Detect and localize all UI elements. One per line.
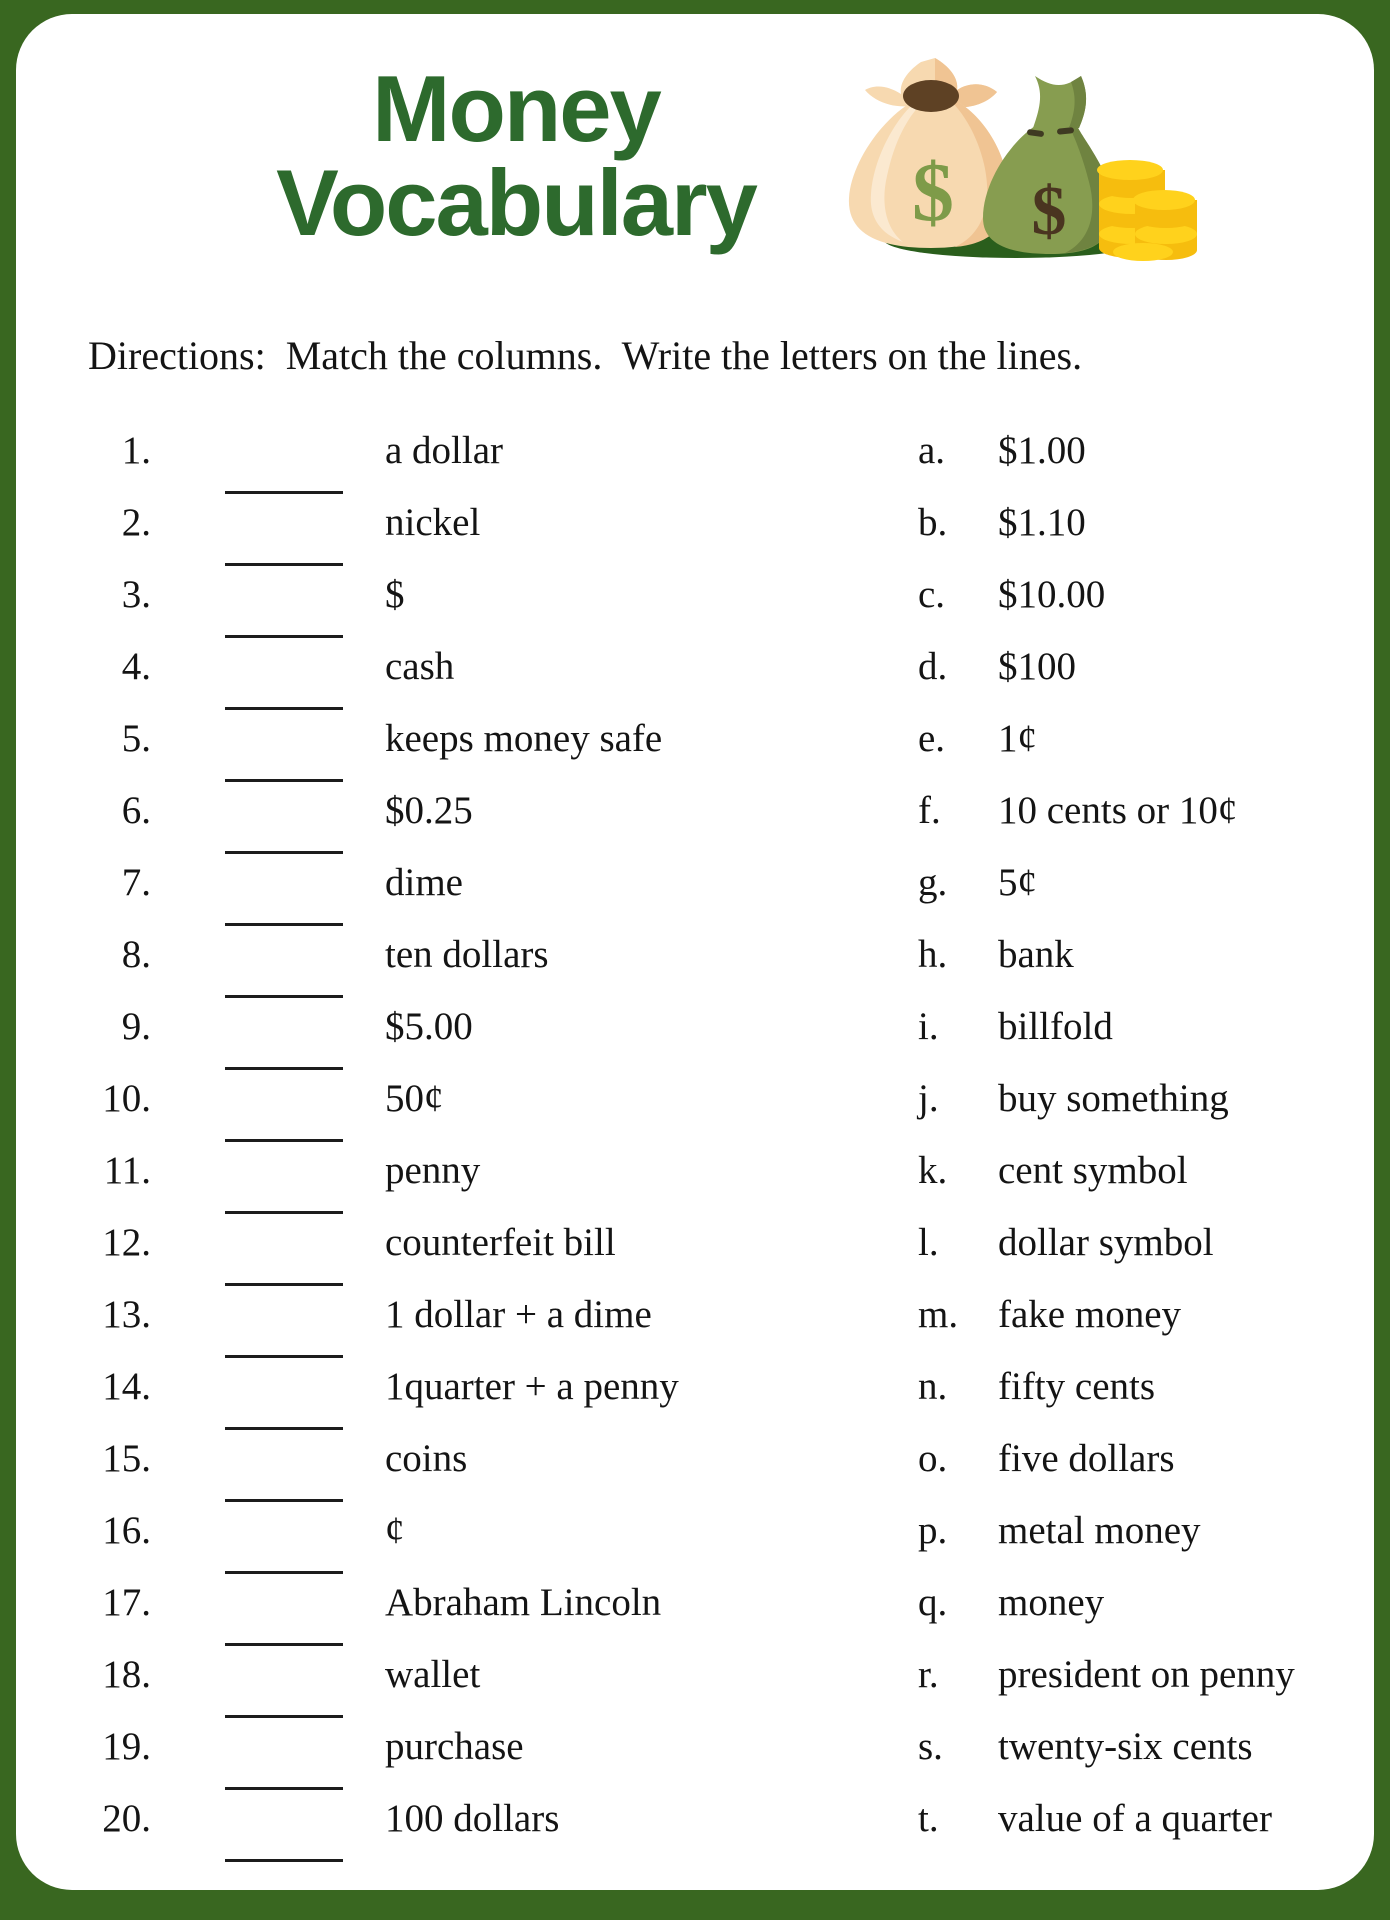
item-number: 6. [121,789,151,832]
choice-label: bank [998,933,1074,976]
choice-letter: o. [918,1437,948,1480]
match-row [16,932,1344,1004]
choice-label: value of a quarter [998,1797,1272,1840]
item-number: 2. [121,501,151,544]
choice-letter: k. [918,1149,948,1192]
answer-blank [225,1742,343,1790]
answer-blank [225,1598,343,1646]
green-money-bag-icon [983,76,1113,254]
choice-label: dollar symbol [998,1221,1214,1264]
match-row [16,1652,1344,1724]
item-number: 3. [121,573,151,616]
match-row [16,644,1344,716]
choice-label: cent symbol [998,1149,1188,1192]
item-label: $5.00 [385,1005,473,1048]
choice-label: metal money [998,1509,1201,1552]
page-title-line1: Money [372,56,660,161]
match-row [16,1508,1344,1580]
match-row [16,1220,1344,1292]
choice-letter: i. [918,1005,939,1048]
choice-letter: c. [918,573,946,616]
choice-label: buy something [998,1077,1229,1120]
match-row [16,1004,1344,1076]
choice-label: 5¢ [998,861,1037,904]
item-number: 18. [102,1653,151,1696]
match-row [16,500,1344,572]
choice-letter: t. [918,1797,939,1840]
choice-label: billfold [998,1005,1113,1048]
item-label: a dollar [385,429,504,472]
item-number: 8. [121,933,151,976]
answer-blank [225,950,343,998]
worksheet-page [16,14,1374,1890]
match-row [16,1076,1344,1148]
match-row [16,428,1344,500]
answer-blank [225,1382,343,1430]
item-number: 5. [121,717,151,760]
item-label: 1quarter + a penny [385,1365,679,1408]
item-label: penny [385,1149,481,1192]
choice-letter: f. [918,789,941,832]
item-number: 17. [102,1581,151,1624]
item-number: 14. [102,1365,151,1408]
page-title [211,56,821,255]
answer-blank [225,1526,343,1574]
choice-label: fifty cents [998,1365,1156,1408]
svg-text:$: $ [912,146,954,239]
item-number: 19. [102,1725,151,1768]
choice-label: money [998,1581,1105,1624]
item-label: coins [385,1437,468,1480]
match-row [16,788,1344,860]
answer-blank [225,1454,343,1502]
item-label: Abraham Lincoln [385,1581,662,1624]
choice-letter: h. [918,933,948,976]
item-number: 12. [102,1221,151,1264]
choice-letter: r. [918,1653,939,1696]
answer-blank [225,590,343,638]
choice-letter: j. [918,1077,939,1120]
choice-label: fake money [998,1293,1182,1336]
choice-label: 1¢ [998,717,1037,760]
money-bags-illustration [831,42,1201,262]
item-number: 4. [121,645,151,688]
answer-blank [225,734,343,782]
choice-label: five dollars [998,1437,1175,1480]
choice-letter: q. [918,1581,948,1624]
match-row [16,1292,1344,1364]
matching-list [16,428,1344,1868]
item-label: $ [385,573,405,616]
answer-blank [225,878,343,926]
page-title-line2: Vocabulary [276,150,756,255]
item-label: cash [385,645,455,688]
choice-label: $1.00 [998,429,1086,472]
answer-blank [225,1022,343,1070]
answer-blank [225,1670,343,1718]
choice-letter: b. [918,501,948,544]
match-row [16,1364,1344,1436]
choice-letter: n. [918,1365,948,1408]
item-label: dime [385,861,463,904]
item-label: keeps money safe [385,717,663,760]
choice-letter: g. [918,861,948,904]
choice-label: $1.10 [998,501,1086,544]
match-row [16,1436,1344,1508]
item-number: 13. [102,1293,151,1336]
item-number: 1. [121,429,151,472]
item-number: 16. [102,1509,151,1552]
choice-label: president on penny [998,1653,1295,1696]
coin-stack-icon [1097,160,1197,261]
item-number: 20. [102,1797,151,1840]
item-label: 100 dollars [385,1797,560,1840]
answer-blank [225,446,343,494]
directions-text: Directions: Match the columns. Write the letters on the lines. [88,333,1083,378]
choice-label: $100 [998,645,1076,688]
item-number: 9. [121,1005,151,1048]
choice-letter: m. [918,1293,959,1336]
match-row [16,716,1344,788]
match-row [16,1796,1344,1868]
match-row [16,1724,1344,1796]
item-number: 7. [121,861,151,904]
item-number: 11. [103,1149,151,1192]
answer-blank [225,1238,343,1286]
match-row [16,1148,1344,1220]
item-label: counterfeit bill [385,1221,616,1264]
match-row [16,860,1344,932]
choice-label: $10.00 [998,573,1106,616]
item-label: purchase [385,1725,524,1768]
item-label: ¢ [385,1509,405,1552]
choice-letter: p. [918,1509,948,1552]
choice-letter: s. [918,1725,943,1768]
item-label: 1 dollar + a dime [385,1293,652,1336]
item-label: ten dollars [385,933,549,976]
choice-letter: l. [918,1221,939,1264]
answer-blank [225,1166,343,1214]
choice-letter: d. [918,645,948,688]
answer-blank [225,518,343,566]
answer-blank [225,1094,343,1142]
item-label: 50¢ [385,1077,444,1120]
item-number: 15. [102,1437,151,1480]
item-number: 10. [102,1077,151,1120]
item-label: nickel [385,501,481,544]
choice-label: twenty-six cents [998,1725,1253,1768]
item-label: $0.25 [385,789,473,832]
match-row [16,1580,1344,1652]
match-row [16,572,1344,644]
choice-letter: e. [918,717,946,760]
answer-blank [225,1814,343,1862]
answer-blank [225,1310,343,1358]
svg-text:$: $ [1031,173,1067,250]
choice-letter: a. [918,429,946,472]
answer-blank [225,662,343,710]
item-label: wallet [385,1653,481,1696]
answer-blank [225,806,343,854]
choice-label: 10 cents or 10¢ [998,789,1238,832]
